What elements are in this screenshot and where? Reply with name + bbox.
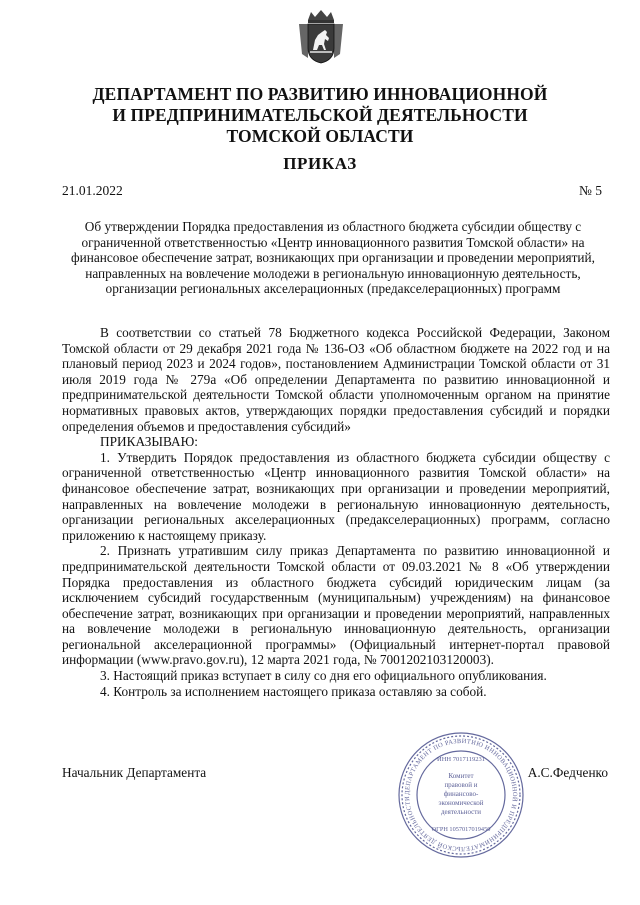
stamp-center-line-2: правовой и xyxy=(444,781,478,789)
signatory-name: А.С.Федченко xyxy=(527,765,608,780)
order-number: № 5 xyxy=(578,183,602,198)
stamp-ogrn: ОГРН 1057017019450 xyxy=(431,826,491,833)
order-preamble: В соответствии со статьей 78 Бюджетного кодекса Российской Федерации, Законом Томской области от 29 декабря 2021 года № 136-ОЗ «Об областном бюджете на 2022 год и на плановый период 2023 и 2024 годов», постановлением Администрации Томской области от 31 июля 2019 года № 279а «Об определении Департамента по развитию инновационной и предпринимательской деятельности Томской области уполномоченным органом на принятие нормативных правовых актов, утверждающих порядки предоставления субсидий и порядки определения объемов и предоставления субсидий» xyxy=(62,325,610,434)
coat-of-arms-icon xyxy=(296,8,346,66)
order-item-4: 4. Контроль за исполнением настоящего приказа оставляю за собой. xyxy=(100,683,487,699)
order-item-1: 1. Утвердить Порядок предоставления из областного бюджета субсидии обществу с ограниченной ответственностью «Центр инновационного развития Томской области» на финансовое обеспечение затрат, возникающих при организации и проведении мероприятий, направленных на вовлечение молодежи в региональную инновационную деятельность, организации региональных акселерационных (предакселерационных) программ, согласно приложению к настоящему приказу. xyxy=(62,449,610,543)
department-line-3: ТОМСКОЙ ОБЛАСТИ xyxy=(226,126,414,146)
stamp-center-line-3: финансово- xyxy=(443,790,479,798)
department-line-2: И ПРЕДПРИНИМАТЕЛЬСКОЙ ДЕЯТЕЛЬНОСТИ xyxy=(112,105,528,125)
order-subject: Об утверждении Порядка предоставления из областного бюджета субсидии обществу с ограниченной ответственностью «Центр инновационного развития Томской области» на финансовое обеспечение затрат, возникающих при организации и проведении мероприятий, направленных на вовлечение молодежи в региональную инновационную деятельность, организации региональных акселерационных (предакселерационных) программ xyxy=(71,219,595,297)
order-item-3: 3. Настоящий приказ вступает в силу со дня его официального опубликования. xyxy=(100,668,547,684)
order-body xyxy=(62,325,610,699)
order-date: 21.01.2022 xyxy=(62,183,123,198)
department-name xyxy=(60,84,580,147)
stamp-center-line-1: Комитет xyxy=(448,772,474,780)
signatory-position: Начальник Департамента xyxy=(62,765,207,780)
stamp-center-line-5: деятельности xyxy=(440,808,482,816)
department-line-1: ДЕПАРТАМЕНТ ПО РАЗВИТИЮ ИННОВАЦИОННОЙ xyxy=(92,84,548,104)
round-seal-stamp-icon xyxy=(396,730,526,860)
order-item-2: 2. Признать утратившим силу приказ Департамента по развитию инновационной и предпринимательской деятельности Томской области от 09.03.2021 № 8 «Об утверждении Порядка предоставления из областного бюджета субсидий юридическим лицам (за исключением субсидий государственным (муниципальным) учреждениям) на финансовое обеспечение затрат, возникающих при организации и проведении мероприятий, направленных на вовлечение молодежи в региональную инновационную деятельность, организации региональной акселерационной программы» (Официальный интернет-портал правовой информации (www.pravo.gov.ru), 12 марта 2021 года, № 7001202103120003). xyxy=(62,543,610,668)
stamp-ring-text: ДЕПАРТАМЕНТ ПО РАЗВИТИЮ ИННОВАЦИОННОЙ И ПРЕДПРИНИМАТЕЛЬСКОЙ ДЕЯТЕЛЬНОСТИ xyxy=(403,737,519,853)
order-directive-word: ПРИКАЗЫВАЮ: xyxy=(100,434,198,450)
document-type-title: ПРИКАЗ xyxy=(283,154,357,173)
stamp-center-line-4: экономической xyxy=(438,799,484,807)
stamp-inn: ИНН 7017119231 xyxy=(437,756,485,763)
